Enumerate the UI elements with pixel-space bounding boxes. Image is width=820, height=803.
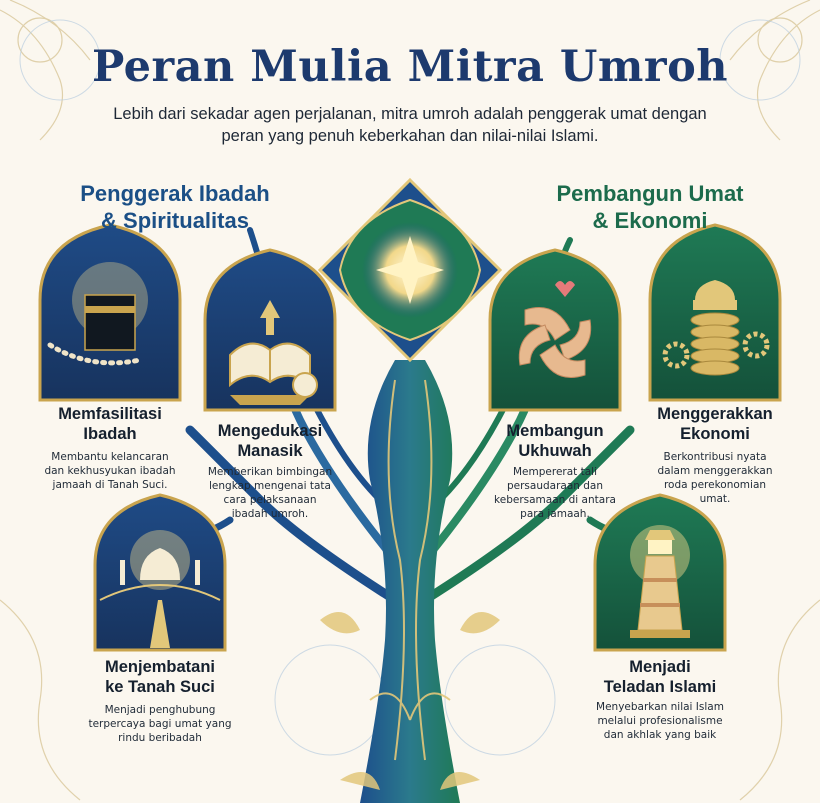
card-title-teladan-line2: Teladan Islami [603,678,717,696]
card-desc-jembatan-line3: rindu beribadah [118,732,202,744]
card-desc-ekonomi [630,450,800,506]
card-title-manasik-line2: Manasik [237,442,303,460]
card-title-ukhuwah [480,421,630,461]
card-desc-ukhuwah-line3: kebersamaan di antara [494,494,616,506]
card-desc-manasik-line4: ibadah umroh. [231,508,309,520]
section-title-left-line2: & Spiritualitas [101,208,249,233]
card-desc-ekonomi-line3: roda perekonomian [663,479,767,491]
card-desc-manasik-line1: Memberikan bimbingan [207,466,333,478]
section-title-right-line1: Pembangun Umat [556,181,744,206]
card-title-ekonomi [630,404,800,444]
card-title-jembatan [75,657,245,697]
card-desc-ibadah-line1: Membantu kelancaran [51,451,169,463]
card-desc-manasik [195,465,345,521]
card-title-ibadah-line1: Memfasilitasi [58,405,162,423]
card-desc-ukhuwah-line4: para jamaah. [520,508,590,520]
page-title: Peran Mulia Mitra Umroh [91,42,729,92]
card-desc-manasik-line3: cara pelaksanaan [223,494,317,506]
card-title-manasik-line1: Mengedukasi [217,422,323,440]
central-medallion [320,180,500,360]
card-desc-teladan-line1: Menyebarkan nilai Islam [596,701,724,713]
card-desc-ibadah [25,450,195,492]
page-subtitle: Lebih dari sekadar agen perjalanan, mitra umroh adalah penggerak umat dengan peran yang penuh keberkahan dan nilai-nilai Islami. [113,105,707,145]
card-desc-teladan-line2: melalui profesionalisme [597,715,723,727]
section-title-right [510,180,790,234]
card-desc-jembatan-line1: Menjadi penghubung [104,704,216,716]
card-title-ekonomi-line1: Menggerakkan [657,405,773,423]
card-title-jembatan-line1: Menjembatani [104,658,216,676]
section-title-left-line1: Penggerak Ibadah [80,181,270,206]
card-desc-manasik-line2: lengkap mengenai tata [209,480,331,492]
card-title-ukhuwah-line2: Ukhuwah [518,442,592,460]
section-title-left [40,180,310,234]
card-desc-ukhuwah [480,465,630,521]
card-title-manasik [195,421,345,461]
card-title-ukhuwah-line1: Membangun [506,422,604,440]
tree-trunk [360,360,460,803]
card-title-teladan-line1: Menjadi [629,658,691,676]
card-desc-ibadah-line3: jamaah di Tanah Suci. [52,479,168,491]
card-desc-jembatan [75,703,245,745]
card-title-ibadah-line2: Ibadah [83,425,137,443]
card-title-ekonomi-line2: Ekonomi [680,425,750,443]
card-title-teladan [575,657,745,697]
card-title-ibadah [25,404,195,444]
card-desc-ekonomi-line2: dalam menggerakkan [657,465,773,477]
card-desc-teladan-line3: dan akhlak yang baik [603,729,717,741]
card-desc-ukhuwah-line2: persaudaraan dan [506,480,604,492]
card-desc-ekonomi-line4: umat. [699,493,731,505]
card-desc-ukhuwah-line1: Mempererat tali [512,466,597,478]
card-desc-ibadah-line2: dan kekhusyukan ibadah [44,465,176,477]
card-desc-ekonomi-line1: Berkontribusi nyata [663,451,767,463]
card-desc-jembatan-line2: terpercaya bagi umat yang [88,718,232,730]
section-title-right-line2: & Ekonomi [592,208,708,233]
card-desc-teladan [575,700,745,742]
card-title-jembatan-line2: ke Tanah Suci [105,678,215,696]
